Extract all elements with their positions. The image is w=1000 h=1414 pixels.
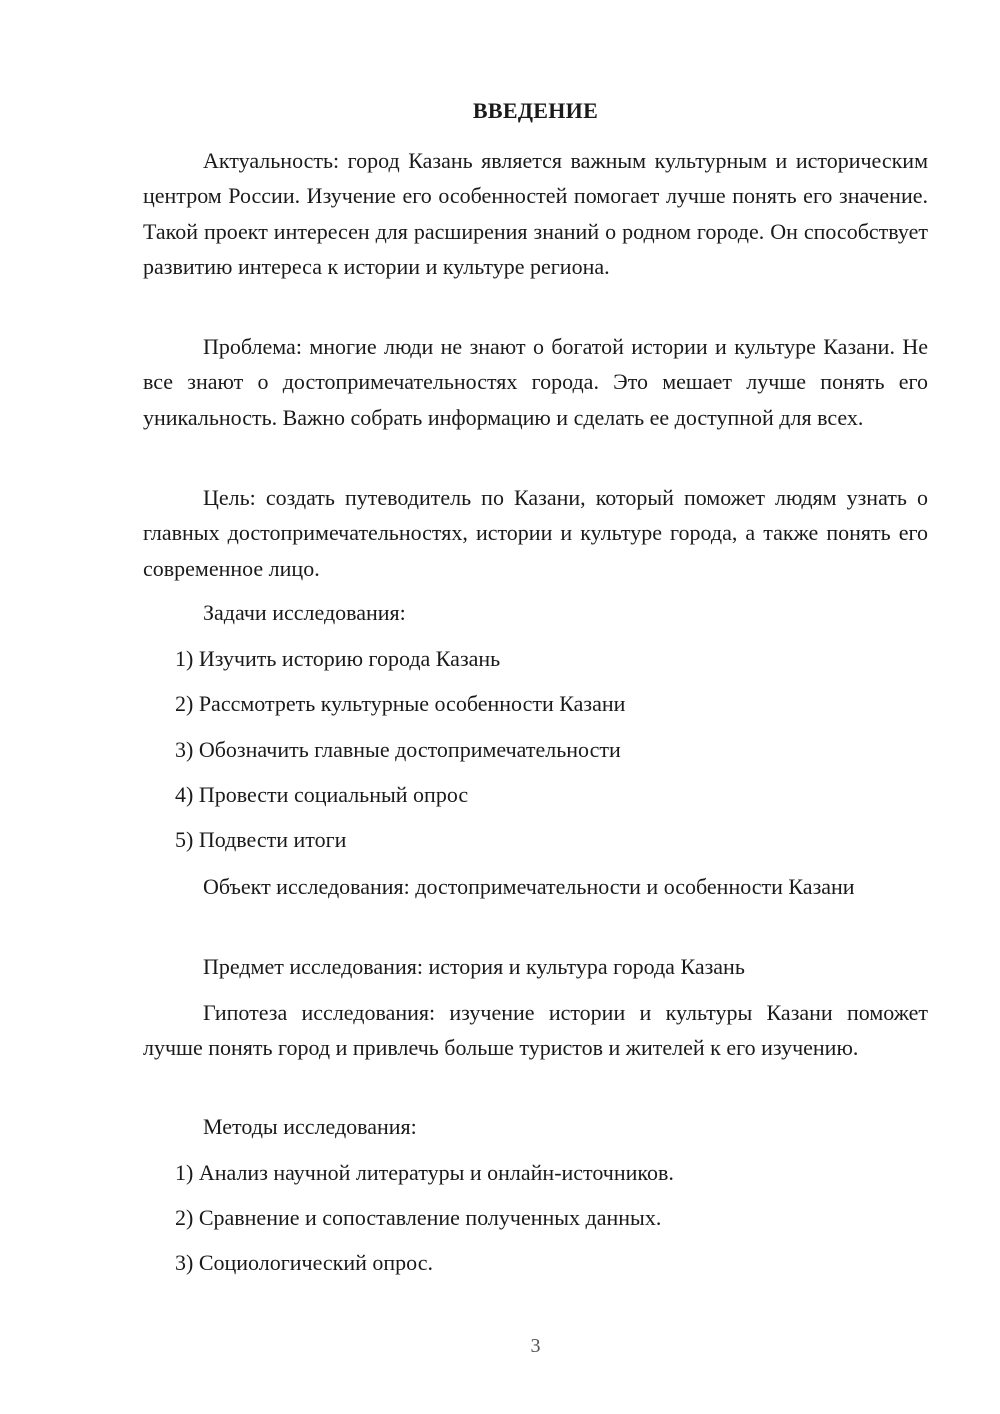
document-page (143, 0, 928, 1414)
section-heading: ВВЕДЕНИЕ (472, 98, 599, 123)
method-item: 1) Анализ научной литературы и онлайн-источников. (175, 1160, 674, 1185)
hypothesis-paragraph: Гипотеза исследования: изучение истории и культуры Казани поможет лучше понять город и привлечь больше туристов и жителей к его изучению. (143, 1000, 928, 1061)
goal-paragraph: Цель: создать путеводитель по Казани, который поможет людям узнать о главных достопримечательностях, истории и культуре города, а также понять его современное лицо. (143, 485, 928, 581)
subject-line: Предмет исследования: история и культура города Казань (203, 954, 745, 979)
tasks-title: Задачи исследования: (203, 600, 406, 625)
task-item: 4) Провести социальный опрос (175, 782, 469, 807)
task-item: 2) Рассмотреть культурные особенности Казани (175, 691, 626, 716)
relevance-paragraph: Актуальность: город Казань является важным культурным и историческим центром России. Изучение его особенностей помогает лучше понять его значение. Такой проект интересен для расширения знаний о родном городе. Он способствует развитию интереса к истории и культуре региона. (143, 148, 928, 279)
method-item: 2) Сравнение и сопоставление полученных данных. (175, 1205, 662, 1230)
method-item: 3) Социологический опрос. (175, 1250, 433, 1275)
page-number: 3 (530, 1335, 541, 1357)
methods-title: Методы исследования: (203, 1114, 417, 1139)
task-item: 5) Подвести итоги (175, 827, 347, 852)
task-item: 3) Обозначить главные достопримечательности (175, 737, 621, 762)
task-item: 1) Изучить историю города Казань (175, 646, 501, 671)
object-paragraph: Объект исследования: достопримечательности и особенности Казани (203, 874, 855, 899)
problem-paragraph: Проблема: многие люди не знают о богатой истории и культуре Казани. Не все знают о достопримечательностях города. Это мешает лучше понять его уникальность. Важно собрать информацию и сделать ее доступной для всех. (143, 334, 928, 430)
